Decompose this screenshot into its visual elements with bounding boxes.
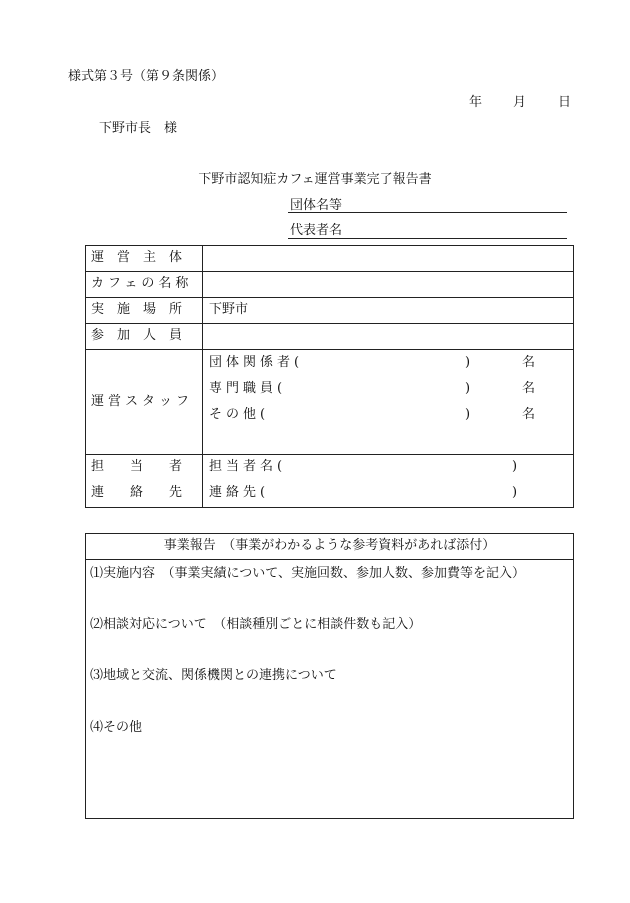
venue-label: 実 施 場 所: [91, 302, 183, 317]
document-title: 下野市認知症カフェ運営事業完了報告書: [198, 172, 432, 187]
report-header: 事業報告 （事業がわかるような参考資料があれば添付）: [163, 538, 496, 553]
contact-info-close: ): [512, 485, 518, 500]
staff-other-unit: 名: [522, 407, 536, 422]
staff-label: 運営スタッフ: [91, 394, 194, 409]
contact-person-name-label: 担当者名(: [209, 459, 287, 474]
table-row-divider: [85, 271, 574, 272]
report-item-consultation: ⑵相談対応について （相談種別ごとに相談件数も記入）: [90, 617, 422, 632]
org-name-label: 団体名等: [290, 198, 343, 213]
addressee: 下野市長 様: [99, 121, 178, 136]
cafe-name-field[interactable]: [208, 276, 568, 292]
report-item-implementation: ⑴実施内容 （事業実績について、実施回数、参加人数、参加費等を記入）: [90, 566, 525, 581]
staff-other-label: その他(: [209, 407, 270, 422]
representative-underline[interactable]: [288, 238, 567, 239]
staff-org-close: ): [465, 355, 471, 370]
form-number: 様式第３号（第９条関係）: [68, 69, 225, 84]
operator-label: 運 営 主 体: [91, 250, 183, 265]
contact-person-label: 担 当 者: [91, 459, 183, 474]
staff-professional-unit: 名: [522, 381, 536, 396]
report-item-community: ⑶地域と交流、関係機関との連携について: [90, 668, 337, 683]
table-row-divider: [85, 349, 574, 350]
table-row-divider: [85, 297, 574, 298]
participants-field[interactable]: [208, 328, 568, 344]
operator-field[interactable]: [208, 250, 568, 266]
representative-label: 代表者名: [290, 223, 343, 238]
cafe-name-label: カフェの名称: [91, 276, 193, 291]
date-month-label: 月: [513, 95, 527, 110]
report-item-other: ⑷その他: [90, 720, 143, 735]
participants-label: 参 加 人 員: [91, 328, 183, 343]
table-row-divider: [85, 454, 574, 455]
table-row-divider: [85, 323, 574, 324]
contact-person-close: ): [512, 459, 518, 474]
date-year-label: 年: [469, 95, 483, 110]
staff-professional-label: 専門職員(: [209, 381, 287, 396]
venue-value: 下野市: [209, 302, 249, 317]
staff-org-unit: 名: [522, 355, 536, 370]
date-day-label: 日: [558, 95, 572, 110]
contact-label: 連 絡 先: [91, 485, 183, 500]
staff-professional-close: ): [465, 381, 471, 396]
table-column-divider: [202, 245, 203, 508]
org-name-underline[interactable]: [288, 212, 567, 213]
contact-info-label: 連絡先(: [209, 485, 270, 500]
report-header-divider: [85, 559, 574, 560]
staff-org-label: 団体関係者(: [209, 355, 304, 370]
staff-other-close: ): [465, 407, 471, 422]
